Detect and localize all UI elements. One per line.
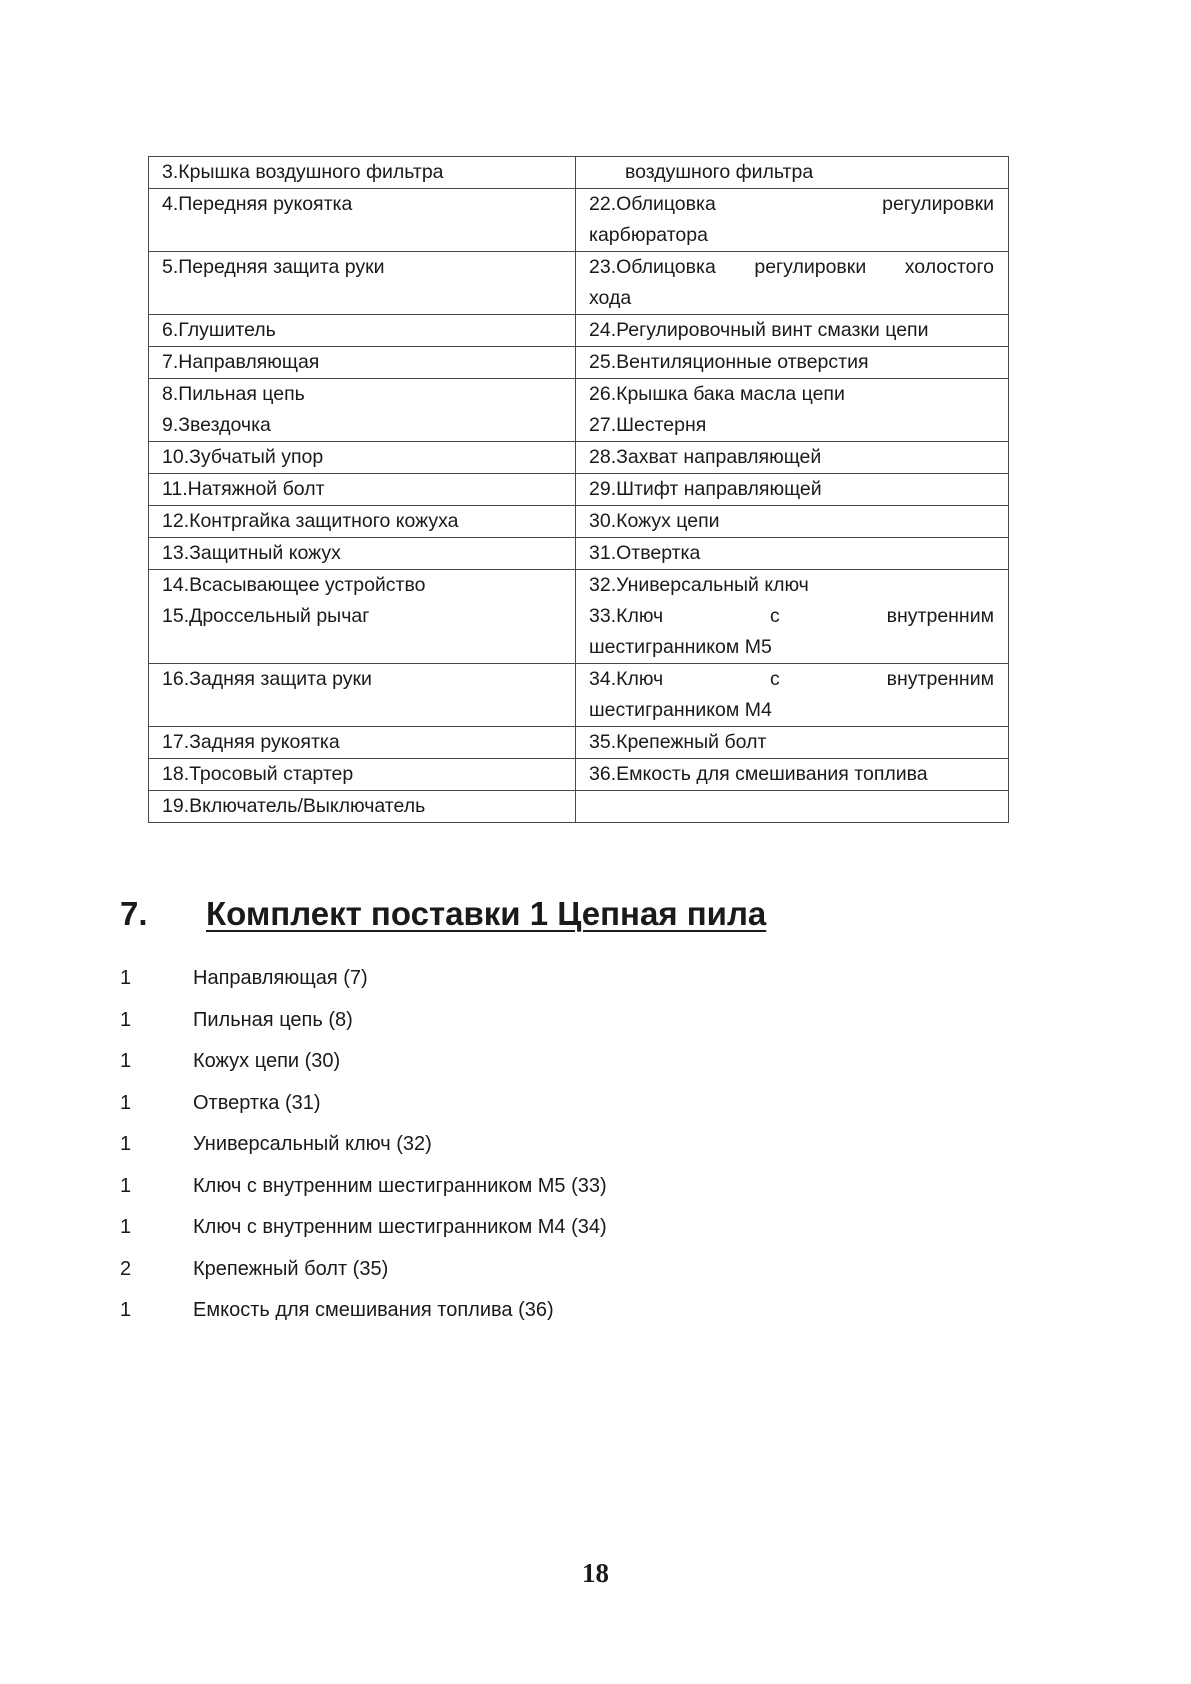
- item-quantity: 1: [120, 967, 132, 989]
- item-quantity: 1: [120, 1008, 132, 1031]
- list-item: [120, 1249, 607, 1291]
- table-cell-left: [149, 315, 576, 347]
- table-cell-right: [576, 157, 1009, 189]
- part-label: 12.Контргайка защитного кожуха: [162, 510, 459, 532]
- delivery-list: [120, 958, 607, 1332]
- part-label: 31.Отвертка: [589, 542, 701, 564]
- part-label: 5.Передняя защита руки: [162, 256, 385, 278]
- item-name: Крепежный болт (35): [193, 1257, 389, 1280]
- table-cell-right: [576, 189, 1009, 252]
- table-row: [149, 157, 1009, 189]
- item-name: Ключ с внутренним шестигранником М4 (34): [193, 1216, 607, 1238]
- table-cell-left: [149, 759, 576, 791]
- section-title: Комплект поставки 1 Цепная пила: [206, 895, 767, 932]
- item-name: Направляющая (7): [193, 967, 368, 989]
- part-label: 6.Глушитель: [162, 319, 276, 341]
- table-row: [149, 506, 1009, 538]
- table-row: [149, 759, 1009, 791]
- section-number: 7.: [120, 895, 148, 932]
- item-name: Ключ с внутренним шестигранником М5 (33): [193, 1174, 607, 1197]
- list-item: [120, 1124, 607, 1166]
- part-label: 13.Защитный кожух: [162, 542, 341, 564]
- part-label: хода: [589, 287, 632, 309]
- table-row: [149, 474, 1009, 506]
- item-quantity: 1: [120, 1299, 132, 1321]
- part-label: 26.Крышка бака масла цепи: [589, 383, 845, 405]
- item-quantity: 1: [120, 1091, 132, 1114]
- table-cell-right: [576, 347, 1009, 379]
- table-cell-left: [149, 727, 576, 759]
- item-quantity: 1: [120, 1133, 132, 1155]
- part-label: 23.Облицовка регулировки холостого: [589, 256, 994, 278]
- part-label: 28.Захват направляющей: [589, 446, 822, 468]
- table-row: [149, 727, 1009, 759]
- part-label: 3.Крышка воздушного фильтра: [162, 161, 444, 183]
- item-name: Универсальный ключ (32): [193, 1133, 432, 1155]
- table-cell-left: [149, 570, 576, 664]
- list-item: [120, 1000, 607, 1042]
- part-label: 32.Универсальный ключ: [589, 574, 809, 596]
- table-row: [149, 189, 1009, 252]
- part-label: 27.Шестерня: [589, 414, 707, 436]
- table-cell-right: [576, 570, 1009, 664]
- part-label: 7.Направляющая: [162, 351, 320, 373]
- part-label: шестигранником М4: [589, 699, 772, 721]
- list-item: [120, 1166, 607, 1208]
- table-cell-left: [149, 379, 576, 442]
- part-label: 24.Регулировочный винт смазки цепи: [589, 319, 929, 341]
- table-row: [149, 442, 1009, 474]
- part-label: 22.Облицовка регулировки: [589, 193, 994, 215]
- table-cell-left: [149, 442, 576, 474]
- item-name: Емкость для смешивания топлива (36): [193, 1299, 554, 1321]
- table-row: [149, 347, 1009, 379]
- table-row: [149, 538, 1009, 570]
- item-name: Отвертка (31): [193, 1091, 321, 1114]
- part-label: 4.Передняя рукоятка: [162, 193, 353, 215]
- table-cell-right: [576, 759, 1009, 791]
- table-row: [149, 664, 1009, 727]
- part-label: 25.Вентиляционные отверстия: [589, 351, 869, 373]
- part-label: карбюратора: [589, 224, 708, 246]
- part-label: 33.Ключ с внутренним: [589, 605, 994, 627]
- table-cell-left: [149, 347, 576, 379]
- item-quantity: 1: [120, 1050, 132, 1072]
- table-cell-left: [149, 189, 576, 252]
- table-cell-right: [576, 379, 1009, 442]
- table-cell-left: [149, 538, 576, 570]
- part-label: 10.Зубчатый упор: [162, 446, 324, 468]
- part-label: 14.Всасывающее устройство: [162, 574, 426, 596]
- table-cell-left: [149, 474, 576, 506]
- item-name: Кожух цепи (30): [193, 1050, 341, 1072]
- part-label: 18.Тросовый стартер: [162, 763, 354, 785]
- table-cell-left: [149, 791, 576, 823]
- part-label: 19.Включатель/Выключатель: [162, 795, 426, 817]
- part-label: 30.Кожух цепи: [589, 510, 720, 532]
- part-label: 16.Задняя защита руки: [162, 668, 372, 690]
- table-row: [149, 252, 1009, 315]
- list-item: [120, 1207, 607, 1249]
- table-row: [149, 791, 1009, 823]
- part-label: 36.Емкость для смешивания топлива: [589, 763, 928, 785]
- list-item: [120, 1083, 607, 1125]
- part-label: шестигранником М5: [589, 636, 772, 658]
- item-name: Пильная цепь (8): [193, 1008, 353, 1031]
- list-item: [120, 958, 607, 1000]
- table-cell-right: [576, 538, 1009, 570]
- part-label: 29.Штифт направляющей: [589, 478, 822, 500]
- table-cell-right: [576, 315, 1009, 347]
- part-label: 8.Пильная цепь: [162, 383, 305, 405]
- page-number: 18: [582, 1558, 609, 1588]
- item-quantity: 2: [120, 1257, 132, 1280]
- parts-table-body: [149, 157, 1009, 823]
- list-item: [120, 1290, 607, 1332]
- table-cell-right: [576, 664, 1009, 727]
- part-label: воздушного фильтра: [625, 161, 814, 183]
- table-cell-right: [576, 791, 1009, 823]
- table-cell-left: [149, 506, 576, 538]
- table-cell-left: [149, 252, 576, 315]
- part-label: 11.Натяжной болт: [162, 478, 325, 500]
- parts-table: [148, 156, 1009, 823]
- table-cell-right: [576, 727, 1009, 759]
- item-quantity: 1: [120, 1216, 132, 1238]
- part-label: 35.Крепежный болт: [589, 731, 767, 753]
- section-heading: [120, 892, 766, 936]
- table-cell-right: [576, 474, 1009, 506]
- part-label: 15.Дроссельный рычаг: [162, 605, 370, 627]
- table-row: [149, 315, 1009, 347]
- part-label: 9.Звездочка: [162, 414, 271, 436]
- table-cell-left: [149, 664, 576, 727]
- part-label: 17.Задняя рукоятка: [162, 731, 340, 753]
- table-cell-right: [576, 506, 1009, 538]
- table-cell-left: [149, 157, 576, 189]
- table-cell-right: [576, 442, 1009, 474]
- table-cell-right: [576, 252, 1009, 315]
- table-row: [149, 570, 1009, 664]
- item-quantity: 1: [120, 1174, 132, 1197]
- list-item: [120, 1041, 607, 1083]
- part-label: 34.Ключ с внутренним: [589, 668, 994, 690]
- table-row: [149, 379, 1009, 442]
